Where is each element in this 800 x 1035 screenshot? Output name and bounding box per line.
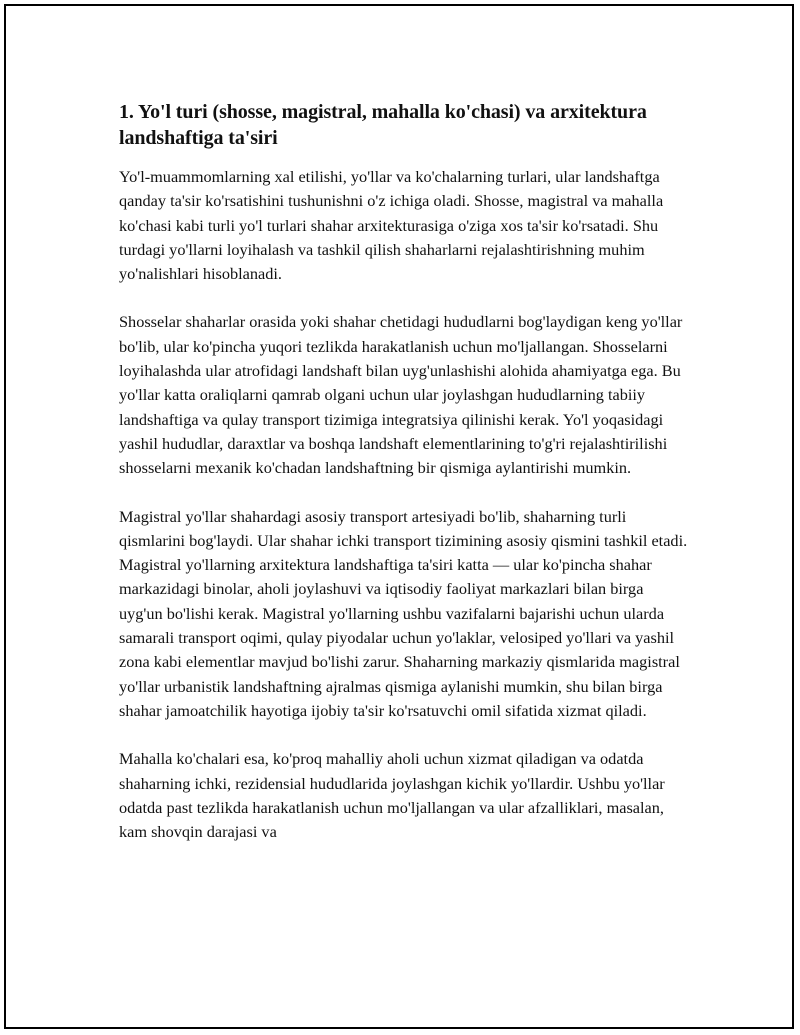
paragraph-magistral: Magistral yo'llar shahardagi asosiy transport artesiyadi bo'lib, shaharning turli qismlarini bog'laydi. Ular shahar ichki transport tizimining asosiy qismini tashkil etadi. Magistral yo'llarning arxitektura landshaftiga ta'siri katta — ular ko'pincha shahar markazidagi binolar, aholi joylashuvi va iqtisodiy faoliyat markazlari bilan birga uyg'un bo'lishi kerak. Magistral yo'llarning ushbu vazifalarni bajarishi uchun ularda samarali transport oqimi, qulay piyodalar uchun yo'laklar, velosiped yo'llari va yashil zona kabi elementlar mavjud bo'lishi zarur. Shaharning markaziy qismlarida magistral yo'llar urbanistik landshaftning ajralmas qismiga aylanishi mumkin, shu bilan birga shahar jamoatchilik hayotiga ijobiy ta'sir ko'rsatuvchi omil sifatida xizmat qiladi. [119,506,688,720]
document-content [119,99,689,868]
paragraph-intro: Yo'l-muammomlarning xal etilishi, yo'llar va ko'chalarning turlari, ular landshaftga qanday ta'sir ko'rsatishini tushunishni o'z ichiga oladi. Shosse, magistral va mahalla ko'chasi kabi turli yo'l turlari shahar arxitekturasiga o'ziga xos ta'sir ko'rsatadi. Shu turdagi yo'llarni loyihalash va tashkil qilish shaharlarni rejalashtirishning muhim yo'nalishlari hisoblanadi. [119,167,664,284]
paragraph-mahalla: Mahalla ko'chalari esa, ko'proq mahalliy aholi uchun xizmat qiladigan va odatda shaharning ichki, rezidensial hududlarida joylashgan kichik yo'llardir. Ushbu yo'llar odatda past tezlikda harakatlanish uchun mo'ljallangan va ular afzalliklari, masalan, kam shovqin darajasi va [119,749,665,842]
paragraph-shosse: Shosselar shaharlar orasida yoki shahar chetidagi hududlarni bog'laydigan keng yo'llar bo'lib, ular ko'pincha yuqori tezlikda harakatlanish uchun mo'ljallangan. Shosselarni loyihalashda ular atrofidagi landshaft bilan uyg'unlashishi alohida ahamiyatga ega. Bu yo'llar katta oraliqlarni qamrab olgani uchun ular joylashgan hududlarning tabiiy landshaftiga va qulay transport tizimiga integratsiya qilinishi kerak. Yo'l yoqasidagi yashil hududlar, daraxtlar va boshqa landshaft elementlarining to'g'ri rejalashtirilishi shosselarni mexanik ko'chadan landshaftning bir qismiga aylantirishi mumkin. [119,312,683,478]
document-page [4,4,794,1029]
section-heading: 1. Yo'l turi (shosse, magistral, mahalla ko'chasi) va arxitektura landshaftiga ta'siri [119,101,647,149]
